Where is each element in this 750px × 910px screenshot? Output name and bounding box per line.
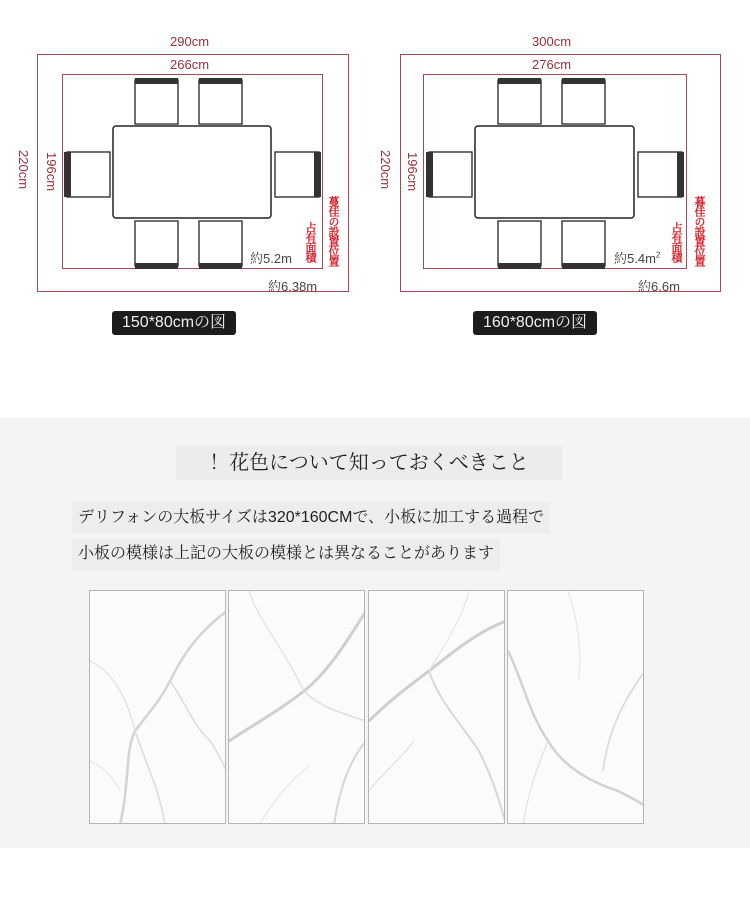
chair-top-right [562,78,605,124]
diagram-caption: 160*80cmの図 [473,311,597,335]
marble-slab-2 [228,590,365,824]
chair-bottom-left [498,221,541,269]
inner-area-label: 約5.2m [250,251,292,266]
chair-left-end [64,152,110,197]
chair-bottom-right [562,221,605,269]
dining-table [113,126,271,218]
chair-left-end [426,152,472,197]
occupied-area-label: 占有面積 [304,222,316,262]
chair-right-end [638,152,684,197]
layout-diagram-150x80 [0,0,375,370]
notice-title: ！花色について知っておくべきこと [176,446,562,480]
inner-area-label: 約$5.4m^2$ [614,250,661,266]
chair-bottom-right [199,221,242,269]
outer-width-label: 300cm [532,34,572,49]
marble-slab-1 [89,590,226,824]
outer-area-label: 約6.6m [638,279,680,294]
notice-line-2: 小板の模様は上記の大板の模様とは異なることがあります [72,538,500,570]
outer-area-label: 約6.38m [268,279,318,294]
marble-vein-pattern [369,591,505,824]
inner-width-label: 266cm [170,57,210,72]
chair-bottom-left [135,221,178,269]
marble-vein-pattern [508,591,644,824]
occupied-area-label: 占有面積 [670,222,682,262]
outer-height-label: 220cm [16,150,31,190]
diagram-caption: 150*80cmの図 [112,311,236,335]
best-position-label: 蔓佳の設置位置 [327,196,339,266]
chair-top-right [199,78,242,124]
inner-width-label: 276cm [532,57,572,72]
chair-top-left [135,78,178,124]
inner-height-label: 196cm [405,152,420,192]
marble-vein-pattern [90,591,226,824]
best-position-label: 暮佳の設置位置 [693,196,705,266]
dining-table [475,126,634,218]
marble-slab-4 [507,590,644,824]
layout-diagram-160x80 [362,0,737,370]
chair-right-end [275,152,321,197]
notice-line-1: デリフォンの大板サイズは320*160CMで、小板に加工する過程で [72,502,550,534]
chair-top-left [498,78,541,124]
outer-width-label: 290cm [170,34,210,49]
inner-height-label: 196cm [44,152,59,192]
marble-slab-3 [368,590,505,824]
outer-height-label: 220cm [378,150,393,190]
marble-vein-pattern [229,591,365,824]
